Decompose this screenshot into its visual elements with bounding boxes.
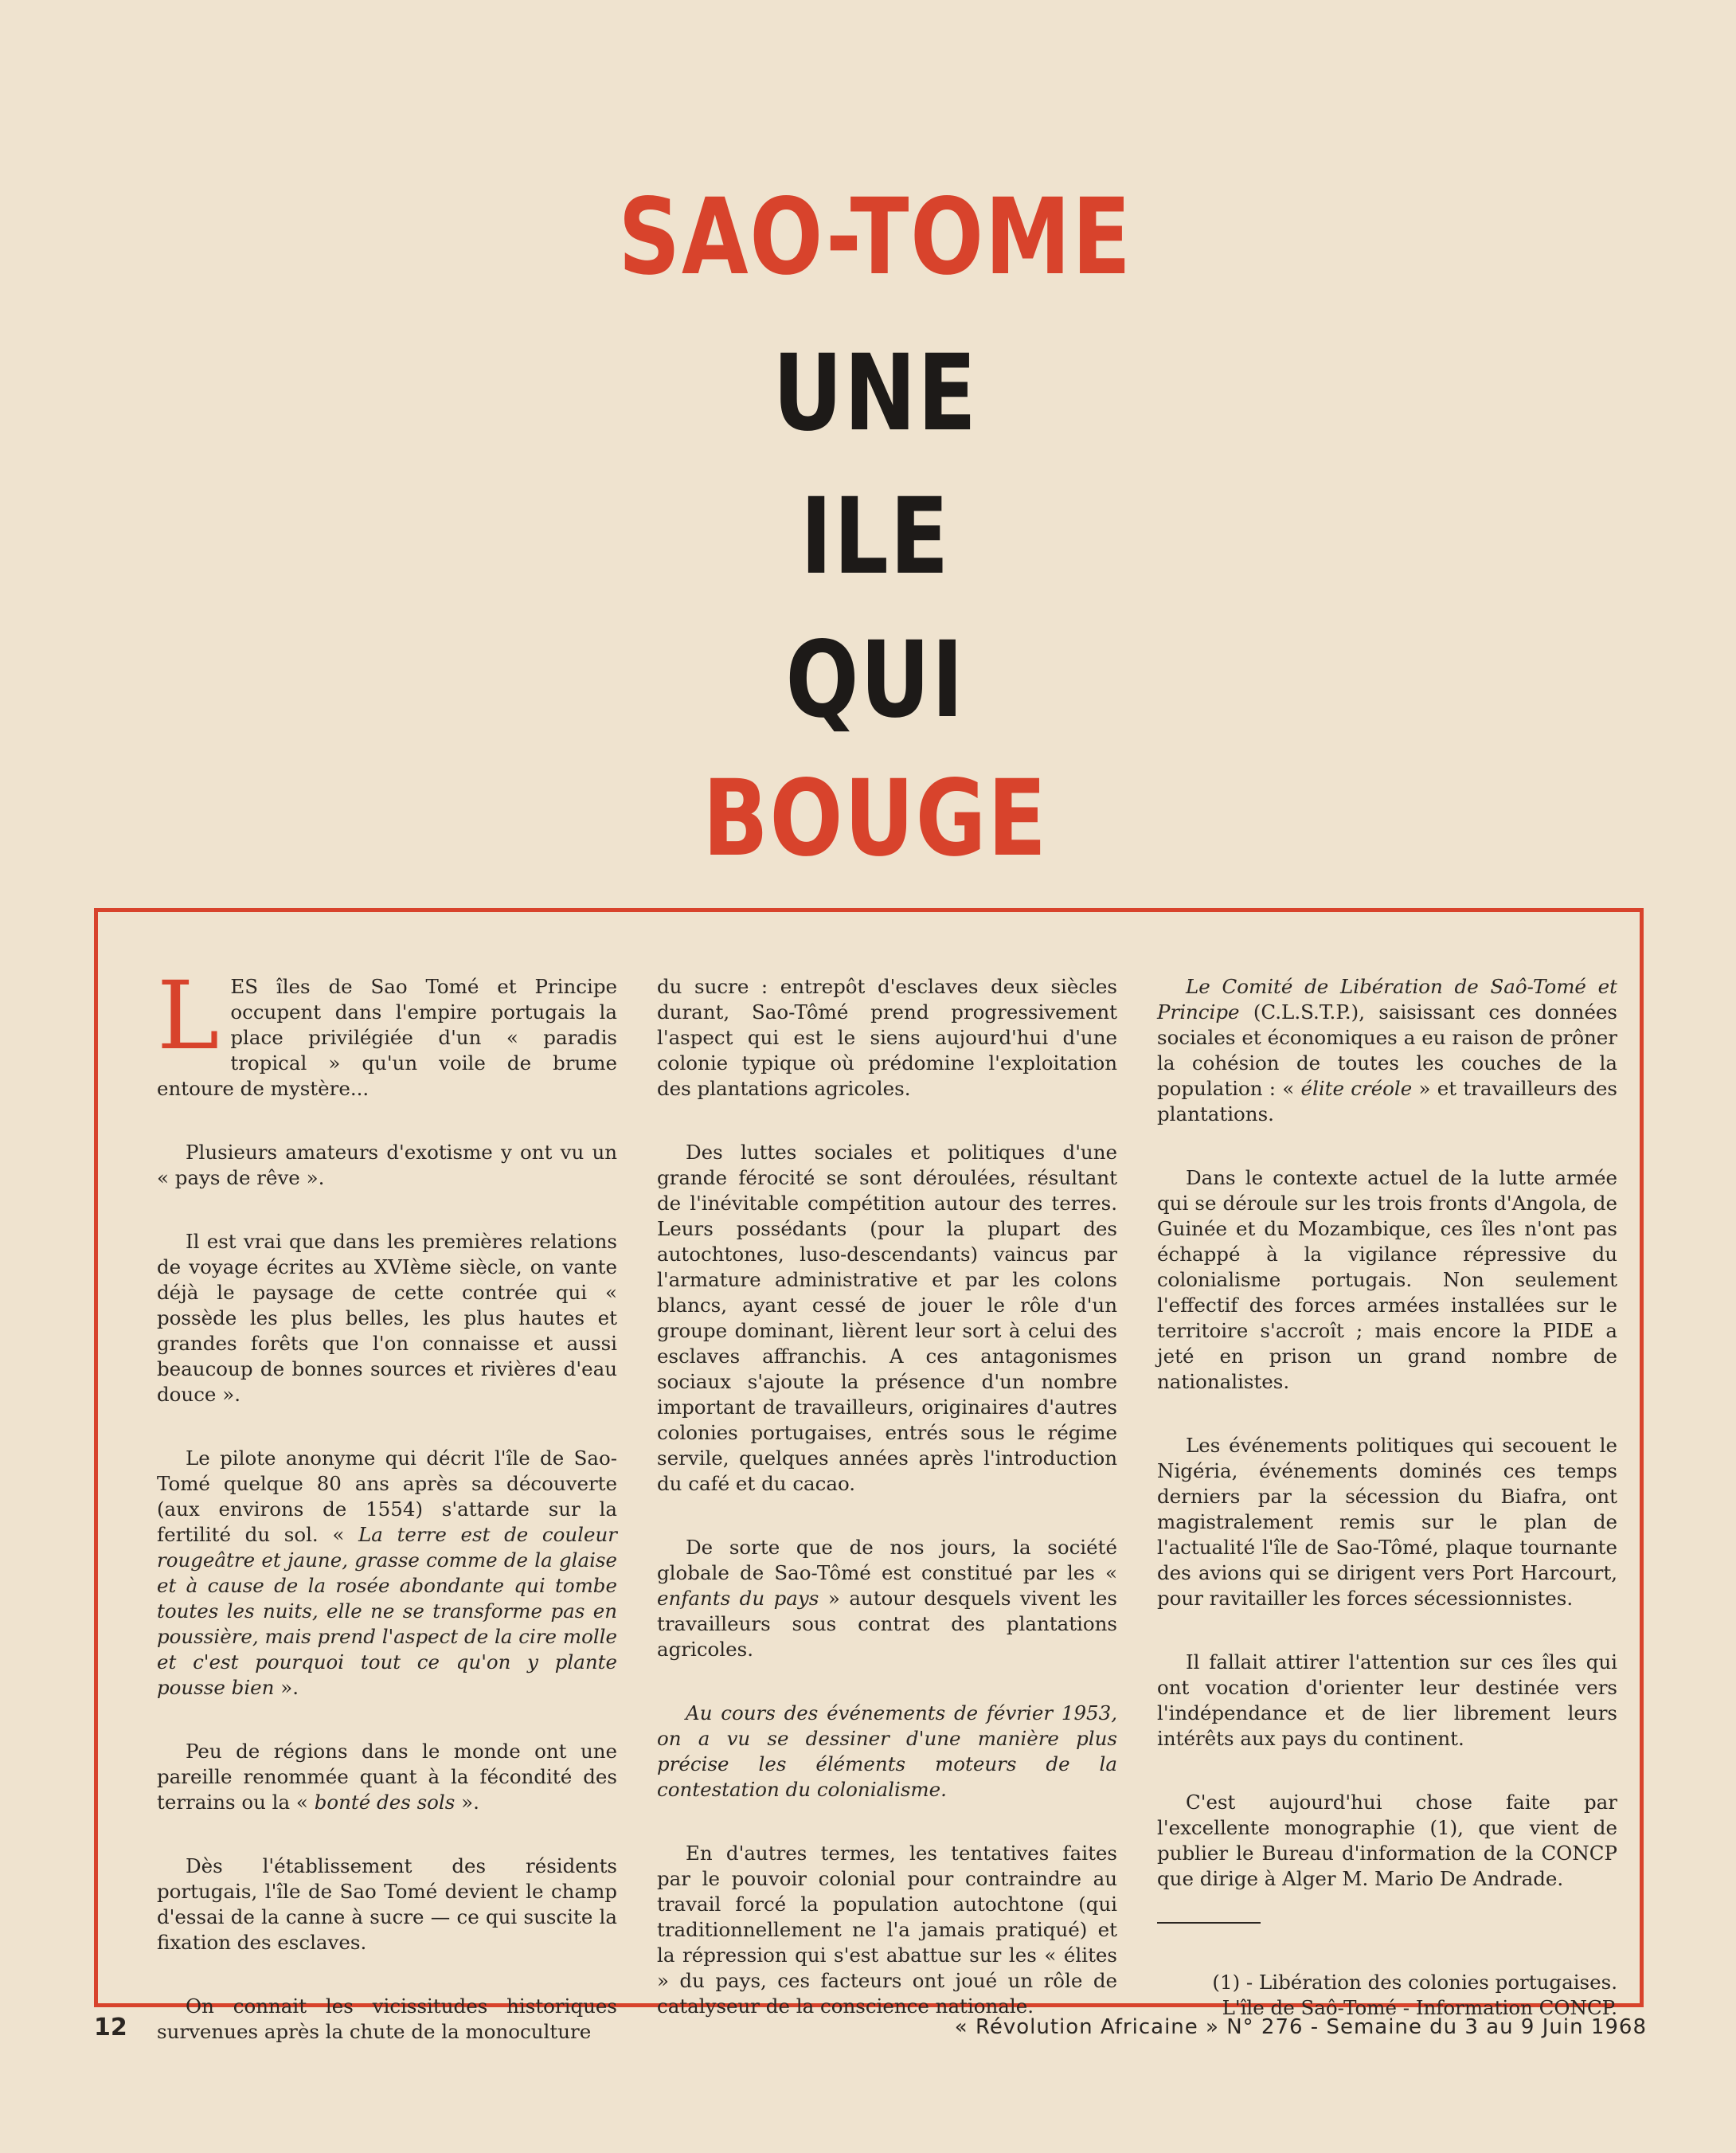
headline-line-2: UNE — [772, 332, 978, 455]
footnote — [1157, 1970, 1617, 2021]
headline-line-3: ILE — [800, 476, 951, 598]
paragraph-text: » et travailleurs des plantations. — [1157, 1077, 1617, 1125]
paragraph-text: ES îles de Sao Tomé et Principe occupent dans l'empire portugais la place privilégiée d'un « paradis tropical » qu'un voile de brume entoure de mystère... — [157, 975, 617, 1100]
paragraph — [657, 1535, 1117, 1662]
paragraph-text: Le pilote anonyme qui décrit l'île de Sao-Tomé quelque 80 ans après sa découverte (aux environs de 1554) s'attarde sur la fertilité du sol. « — [157, 1446, 617, 1546]
headline-line-5: BOUGE — [702, 757, 1048, 880]
paragraph-text: De sorte que de nos jours, la société globale de Sao-Tômé est constitué par les « — [657, 1536, 1117, 1584]
paragraph-text: (C.L.S.T.P.), saisissant ces données sociales et économiques a eu raison de prôner la cohésion de toutes les couches de la population : « — [1157, 1000, 1617, 1100]
article-column-1 — [157, 961, 617, 2083]
paragraph: On connait les vicissitudes historiques survenues après la chute de la monoculture — [157, 1994, 617, 2043]
footnote-line: L'île de Saô-Tomé - Information CONCP. — [1222, 1996, 1617, 2019]
paragraph — [157, 1739, 617, 1815]
paragraph: Dans le contexte actuel de la lutte armée qui se déroule sur les trois fronts d'Angola, de Guinée et du Mozambique, ces îles n'ont pas échappé à la vigilance répressive du colonialisme portugais. Non seulement l'effectif des forces armées installées sur le territoire s'accroît ; mais encore la PIDE a jeté en prison un grand nombre de nationalistes. — [1157, 1166, 1617, 1393]
paragraph: Au cours des événements de février 1953, on a vu se dessiner d'une manière plus précise les éléments moteurs de la contestation du colonialisme. — [657, 1701, 1117, 1801]
publication-footer: « Révolution Africaine » N° 276 - Semaine du 3 au 9 Juin 1968 — [954, 2015, 1647, 2039]
article-column-3 — [1157, 974, 1617, 2021]
paragraph-text: Peu de régions dans le monde ont une pareille renommée quant à la fécondité des terrains ou la « — [157, 1740, 617, 1814]
footnote-line: (1) - Libération des colonies portugaises. — [1212, 1971, 1617, 1994]
paragraph: Dès l'établissement des résidents portugais, l'île de Sao Tomé devient le champ d'essai de la canne à sucre — ce qui suscite la fixation des esclaves. — [157, 1854, 617, 1954]
headline-line-4: QUI — [785, 619, 965, 742]
quote-text: élite créole — [1300, 1077, 1413, 1100]
paragraph: Il fallait attirer l'attention sur ces îles qui ont vocation d'orienter leur destinée vers l'indépendance et de lier librement leurs intérêts aux pays du continent. — [1157, 1650, 1617, 1750]
paragraph: Des luttes sociales et politiques d'une grande férocité se sont déroulées, résultant de l'inévitable compétition autour des terres. Leurs possédants (pour la plupart des autochtones, luso-descendants) vaincus par l'armature administrative et par les colons blancs, ayant cessé de jouer le rôle d'un groupe dominant, lièrent leur sort à celui des esclaves affranchis. A ces antagonismes sociaux s'ajoute la présence d'un nombre important de travailleurs, originaires d'autres colonies portugaises, entrés sous le régime servile, quelques années après l'introduction du café et du cacao. — [657, 1141, 1117, 1495]
page-number: 12 — [94, 2014, 127, 2041]
drop-cap: L — [157, 961, 220, 1071]
paragraph — [1157, 974, 1617, 1127]
article-column-2 — [657, 974, 1117, 2057]
paragraph — [157, 961, 617, 1102]
paragraph: Plusieurs amateurs d'exotisme y ont vu un « pays de rêve ». — [157, 1141, 617, 1189]
paragraph-text: » autour desquels vivent les travailleurs sous contrat des plantations agricoles. — [657, 1587, 1117, 1661]
headline-line-1: SAO-TOME — [618, 176, 1132, 299]
footnote-divider — [1157, 1922, 1261, 1924]
paragraph: En d'autres termes, les tentatives faites par le pouvoir colonial pour contraindre au travail forcé la population autochtone (qui traditionnellement ne l'a jamais pratiqué) et la répression qui s'est abattue sur les « élites » du pays, ces facteurs ont joué un rôle de catalyseur de la conscience nationale. — [657, 1842, 1117, 2018]
paragraph: C'est aujourd'hui chose faite par l'excellente monographie (1), que vient de publier le Bureau d'information de la CONCP que dirige à Alger M. Mario De Andrade. — [1157, 1791, 1617, 1890]
organization-name: Le Comité de Libération de Saô-Tomé et Principe — [1157, 975, 1617, 1024]
quote-text: La terre est de couleur rougeâtre et jaune, grasse comme de la glaise et à cause de la rosée abondante qui tombe toutes les nuits, elle ne se transforme pas en poussière, mais prend l'aspect de la cire molle et c'est pourquoi tout ce qu'on y plante pousse bien — [157, 1523, 617, 1699]
paragraph: Les événements politiques qui secouent le Nigéria, événements dominés ces temps derniers par la sécession du Biafra, ont magistralement remis sur le plan de l'actualité l'île de Sao-Tômé, plaque tournante des avions qui se dirigent vers Port Harcourt, pour ravitailler les forces sécessionnistes. — [1157, 1434, 1617, 1610]
paragraph-text: ». — [455, 1791, 479, 1814]
quote-text: bonté des sols — [314, 1791, 456, 1814]
quote-text: enfants du pays — [657, 1587, 819, 1610]
paragraph: Il est vrai que dans les premières relations de voyage écrites au XVIème siècle, on vante déjà le paysage de cette contrée qui « possède les plus belles, les plus hautes et grandes forêts que l'on connaisse et aussi beaucoup de bonnes sources et rivières d'eau douce ». — [157, 1230, 617, 1406]
paragraph: du sucre : entrepôt d'esclaves deux siècles durant, Sao-Tômé prend progressivement l'aspect qui est le siens aujourd'hui d'une colonie typique où prédomine l'exploitation des plantations agricoles. — [657, 975, 1117, 1100]
paragraph-text: ». — [274, 1676, 299, 1699]
paragraph — [157, 1446, 617, 1701]
